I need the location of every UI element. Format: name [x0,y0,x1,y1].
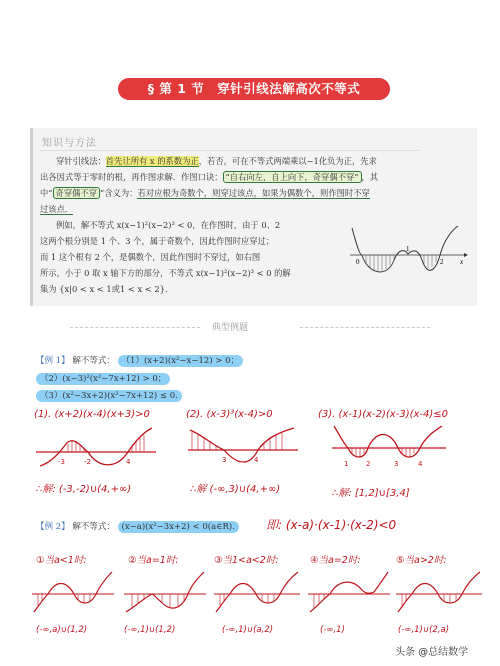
case-2-title: ②当a=1时: [128,555,179,566]
knowledge-line-3 [40,186,470,200]
example1-lead: 解不等式： [72,356,115,366]
section-divider-right [300,327,430,329]
sketch-graph-2 [184,424,304,474]
hand-solution-3: ∴解: [1,2]∪[3,4] [332,488,410,499]
example2-header [36,520,239,532]
example1-item-1: （1）(x+2)(x²−x−12) > 0； [118,355,244,367]
example1-tag: 【例 1】 [36,356,70,366]
example1-item-3: （3）(x²−3x+2)(x²−7x+12) ≤ 0. [36,390,182,402]
case-4-answer: (-∞,1) [320,625,345,635]
hand-eq-2: (2). (x-3)³(x-4)>0 [186,409,273,420]
example1-item-2: （2）(x−3)²(x²−7x+12) > 0； [36,373,170,385]
highlight-positive-coef: 首先让所有 x 的系数为正 [105,156,199,166]
line2-text: 出各因式等于零时的根，再作图求解．作图口诀： [40,172,223,182]
case-1-graph [30,568,116,618]
line4-text: 过该点． [40,204,74,214]
knowledge-line-5 [40,218,340,232]
line3-lead: 中“ [40,188,53,198]
section-banner: § 第 1 节 穿针引线法解高次不等式 [118,78,390,100]
g2-label-a: 3 [222,456,227,464]
example1-item-2-row [36,372,170,384]
g1-label-b: -2 [84,458,91,466]
mnemonic-box: “自右向左，自上向下，奇穿偶不穿” [223,171,362,183]
graph-label-x: x [460,258,464,266]
hand-solution-1: ∴解: (-3,-2)∪(4,+∞) [36,484,132,495]
g1-label-c: 4 [126,458,131,466]
example1-header [36,354,243,366]
meaning-underline: 若对应根为奇数个，则穿过该点，如果为偶数个，则作图时不穿 [137,188,370,198]
odd-even-box: 奇穿偶不穿 [53,187,101,199]
case-1-answer: (-∞,a)∪(1,2) [36,625,88,635]
example2-handwritten: 即: (x-a)·(x-1)·(x-2)<0 [266,518,397,532]
g3-label-d: 4 [418,460,423,468]
sketch-graph-3 [328,422,450,472]
line5-text: 例如，解不等式 x(x−1)²(x−2)³ < 0，在作图时，由于 0、2 [56,220,281,230]
example2-tag: 【例 2】 [36,522,70,532]
example-sign-graph [348,220,468,290]
g3-label-c: 3 [394,460,399,468]
watermark: 头条 @总结数学 [395,647,469,658]
case-2-graph [122,568,208,618]
example1-item-3-row [36,389,182,401]
hand-solution-2: ∴解 (-∞,3)∪(4,+∞) [190,484,281,495]
case-2-answer: (-∞,1)∪(1,2) [124,625,176,635]
g1-label-a: -3 [58,458,65,466]
case-4-title: ④当a=2时: [310,555,361,566]
case-5-answer: (-∞,1)∪(2,a) [398,625,450,635]
case-3-graph [212,568,302,618]
knowledge-line-1 [40,154,470,168]
g3-label-a: 1 [344,460,349,468]
graph-label-2: 2 [440,258,444,266]
knowledge-heading: 知识与方法 [42,138,97,149]
hand-eq-3: (3). (x-1)(x-2)(x-3)(x-4)≤0 [318,409,449,420]
case-3-title: ③当1<a<2时: [214,555,279,566]
sketch-graph-1 [32,424,162,474]
line3-mid: ”含义为： [100,188,138,198]
case-5-graph [394,568,484,618]
knowledge-line-8: 所示，小于 0 取 x 轴下方的部分，不等式 x(x−1)²(x−2)³ < 0 的解 [40,268,291,278]
knowledge-line-4 [40,202,470,216]
knowledge-line-7: 而 1 这个根有 2 个，是偶数个，因此作图时不穿过，如右图 [40,252,261,262]
graph-label-0: 0 [356,258,360,266]
section-divider-left [70,327,200,329]
knowledge-divider [40,150,420,151]
example2-inequality: (x−a)(x²−3x+2) < 0(a∈R). [118,521,239,533]
g2-label-b: 4 [254,456,259,464]
case-1-title: ①当a<1时: [36,555,87,566]
section-title: 典型例题 [212,323,249,333]
knowledge-line-2 [40,170,470,184]
method-name: 穿针引线法： [56,156,106,166]
case-3-answer: (-∞,1)∪(a,2) [222,625,274,635]
g3-label-b: 2 [366,460,371,468]
example2-lead: 解不等式： [72,522,115,532]
hand-eq-1: (1). (x+2)(x-4)(x+3)>0 [34,409,150,420]
knowledge-line-6: 这两个根分别是 1 个、3 个，属于奇数个，因此作图时应穿过； [40,236,275,246]
line2-rest: ，其 [361,172,379,182]
case-4-graph [306,568,392,618]
case-5-title: ⑤当a>2时: [396,555,447,566]
graph-label-1: 1 [406,245,410,253]
knowledge-line-9: 集为 {x|0 < x < 1或1 < x < 2}． [40,284,174,294]
line1-rest: ，若否，可在不等式两端乘以−1化负为正，先求 [198,156,377,166]
